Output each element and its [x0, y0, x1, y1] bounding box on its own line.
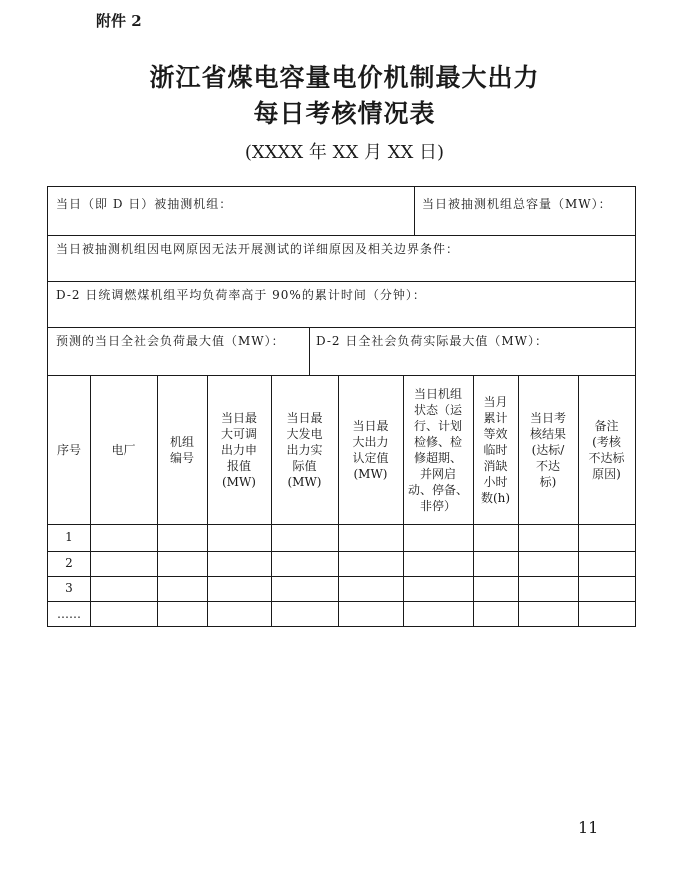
info-divider: [309, 327, 310, 375]
col-header-unit-number: 机组 编号: [169, 434, 194, 465]
title-line-1: 浙江省煤电容量电价机制最大出力: [149, 63, 540, 92]
assessment-table: [47, 186, 636, 627]
col-header-actual-max-output: 当日最 大发电 出力实 际值 (MW): [286, 410, 323, 489]
date-line: (XXXX 年 XX 月 XX 日): [244, 142, 445, 163]
row-number: 1: [65, 530, 73, 544]
tested-unit-label: 当日（即 D 日）被抽测机组：: [56, 197, 233, 211]
col-header-plant: 电厂: [111, 442, 136, 457]
page-number: 11: [578, 818, 599, 837]
row-number: 2: [65, 556, 73, 570]
col-header-serial: 序号: [56, 442, 81, 457]
col-header-unit-status: 当日机组 状态（运 行、计划 检修、检 修超期、 并网启 动、停备、 非停）: [407, 386, 468, 513]
row-divider: [48, 327, 635, 328]
d2-actual-max-load-label: D-2 日全社会负荷实际最大值（MW）：: [316, 334, 548, 348]
col-header-assessment-result: 当日考 核结果 (达标/ 不达 标): [529, 410, 566, 489]
row-divider: [48, 235, 635, 236]
row-number: ……: [57, 607, 81, 621]
col-header-cumulative-hours: 当月 累计 等效 临时 消缺 小时 数(h): [480, 394, 511, 505]
attachment-label: 附件 2: [96, 12, 142, 30]
total-capacity-label: 当日被抽测机组总容量（MW）：: [422, 197, 612, 211]
row-divider: [48, 551, 635, 552]
row-number: 3: [65, 581, 73, 595]
col-header-remarks: 备注 (考核 不达标 原因): [588, 418, 625, 481]
forecast-max-load-label: 预测的当日全社会负荷最大值（MW）：: [56, 334, 285, 348]
title-line-2: 每日考核情况表: [253, 99, 436, 128]
grid-reason-label: 当日被抽测机组因电网原因无法开展测试的详细原因及相关边界条件：: [56, 242, 460, 256]
row-divider: [48, 524, 635, 525]
col-header-declared-max-output: 当日最 大可调 出力申 报值 (MW): [220, 410, 257, 489]
d2-cumulative-time-label: D-2 日统调燃煤机组平均负荷率高于 90%的累计时间（分钟）：: [56, 288, 426, 302]
info-divider: [414, 187, 415, 235]
row-divider: [48, 576, 635, 577]
row-divider: [48, 601, 635, 602]
col-header-recognized-max-output: 当日最 大出力 认定值 (MW): [352, 418, 389, 481]
row-divider: [48, 281, 635, 282]
